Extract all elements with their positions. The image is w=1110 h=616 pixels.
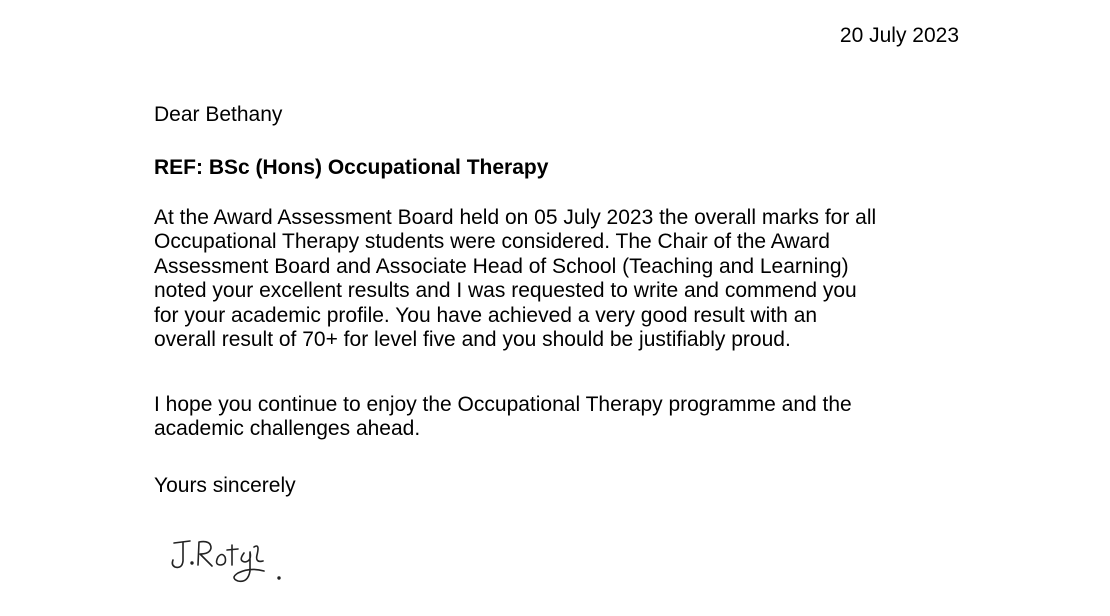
reference-line: REF: BSc (Hons) Occupational Therapy — [154, 156, 549, 179]
paragraph-line: for your academic profile. You have achieved a very good result with an — [154, 303, 818, 327]
paragraph-line: At the Award Assessment Board held on 05 July 2023 the overall marks for all — [154, 206, 877, 229]
paragraph-line: Occupational Therapy students were considered. The Chair of the Award — [154, 230, 830, 254]
letter-date: 20 July 2023 — [839, 24, 959, 47]
paragraph-line: I hope you continue to enjoy the Occupational Therapy programme and the — [154, 393, 852, 416]
body-paragraph-2 — [154, 393, 1014, 442]
closing: Yours sincerely — [154, 474, 296, 497]
paragraph-line: Assessment Board and Associate Head of School (Teaching and Learning) — [154, 254, 849, 278]
paragraph-line: academic challenges ahead. — [154, 417, 421, 441]
signature-image — [168, 535, 298, 595]
paragraph-line: noted your excellent results and I was requested to write and commend you — [154, 279, 857, 303]
body-paragraph-1 — [154, 206, 1014, 352]
salutation: Dear Bethany — [154, 103, 283, 126]
paragraph-line: overall result of 70+ for level five and you should be justifiably proud. — [154, 328, 791, 352]
